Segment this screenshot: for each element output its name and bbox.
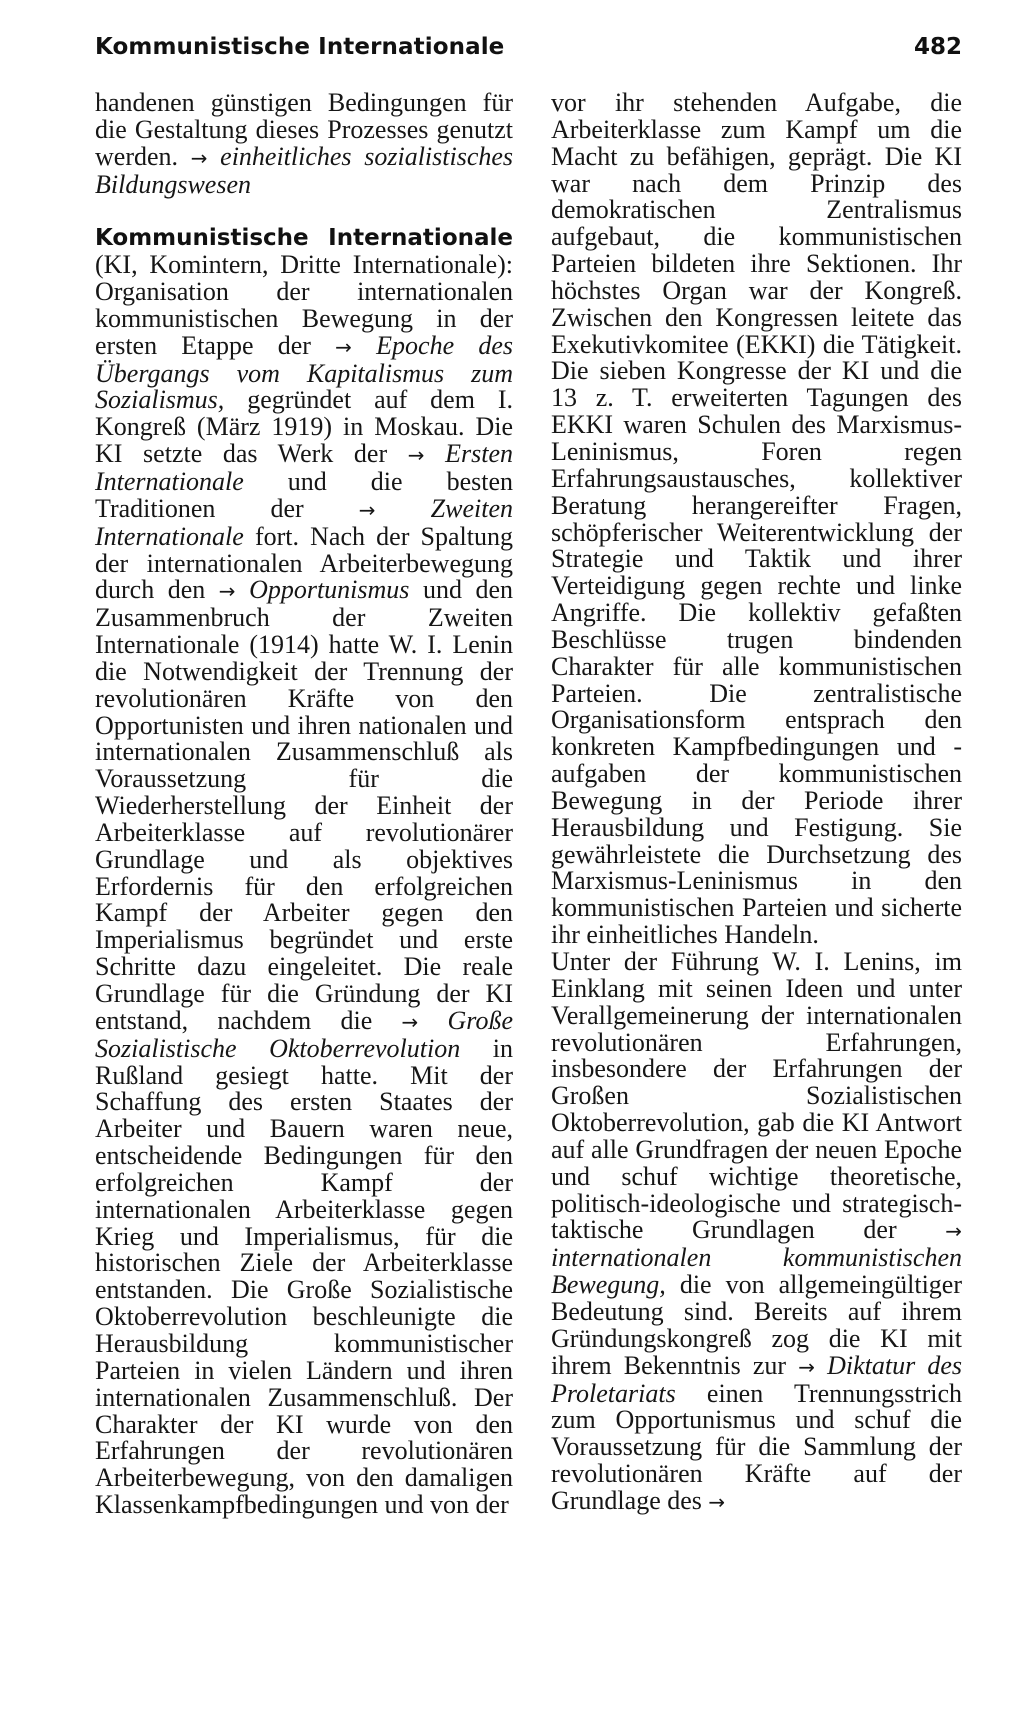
page-number: 482 <box>913 34 962 60</box>
entry-paragraph: vor ihr stehenden Aufgabe, die Arbeiterklasse zum Kampf um die Macht zu befähigen, geprägt. Die KI war nach dem Prinzip des demokratischen Zentralismus aufgebaut, die kommunistischen Parteien bildeten ihre Sektionen. Ihr höchstes Organ war der Kongreß. Zwischen den Kongressen leitete das Exekutivkomitee (EKKI) die Tätigkeit. Die sieben Kongresse der KI und die 13 z. T. erweiterten Tagungen des EKKI waren Schulen des Marxismus-Leninismus, Foren regen Erfahrungsaustausches, kollektiver Beratung herangereifter Fragen, schöpferischer Weiterentwicklung der Strategie und Taktik und ihrer Verteidigung gegen rechte und linke Angriffe. Die kollektiv gefaßten Beschlüsse trugen bindenden Charakter für alle kommunistischen Parteien. Die zentralistische Organisationsform entsprach den konkreten Kampfbedingungen und -aufgaben der kommunistischen Bewegung in der Periode ihrer Herausbildung und Festigung. Sie gewährleistete die Durchsetzung des Marxismus-Leninismus in den kommunistischen Parteien und sicherte ihr einheitliches Handeln. <box>551 88 962 950</box>
cross-reference-arrow-icon: → <box>190 145 208 170</box>
entry-headword: Kommunistische Internationale <box>95 225 513 252</box>
cross-reference: Diktatur des Proletariats <box>551 1350 962 1408</box>
cross-reference: Ersten Internationale <box>95 439 514 496</box>
running-head: Kommunistische Internationale <box>95 34 505 60</box>
continuation-paragraph <box>95 90 513 198</box>
cross-reference: internationalen kommunistischen Bewegung, <box>551 1243 962 1300</box>
entry-text: und die besten Traditionen der <box>95 466 513 523</box>
cross-reference-arrow-icon: → <box>358 497 376 522</box>
cross-reference-arrow-icon: → <box>218 579 236 604</box>
cross-reference-arrow-icon: → <box>798 1354 815 1379</box>
page-header <box>95 28 962 68</box>
cross-reference-arrow-icon: → <box>335 334 352 359</box>
entry-text: gegründet auf dem I. Kongreß (März 1919) in Moskau. Die KI setzte das Werk der <box>95 385 513 469</box>
left-column <box>95 90 513 1519</box>
cross-reference-arrow-icon: → <box>407 443 425 468</box>
entry-text: und den Zusammenbruch der Zweiten Internationale (1914) hatte W. I. Lenin die Notwendigkeit der Trennung der revolutionären Kräfte von den Opportunisten und ihren nationalen und internationalen Zusammenschluß als Voraussetzung für die Wiederherstellung der Einheit der Arbeiterklasse auf revolutionärer Grundlage und als objektives Erfordernis für den erfolgreichen Kampf der Arbeiter gegen den Imperialismus begründet und erste Schritte dazu eingeleitet. Die reale Grundlage für die Gründung der KI entstand, nachdem die <box>95 575 513 1035</box>
entry-text: in Rußland gesiegt hatte. Mit der Schaffung des ersten Staates der Arbeiter und Bauern waren neue, entscheidende Bedingungen für den erfolgreichen Kampf der internationalen Arbeiterklasse gegen Krieg und Imperialismus, für die historischen Ziele der Arbeiterklasse entstanden. Die Große Sozialistische Oktoberrevolution beschleunigte die Herausbildung kommunistischer Parteien in vielen Ländern und ihren internationalen Zusammenschluß. Der Charakter der KI wurde von den Erfahrungen der revolutionären Arbeiterbewegung, von den damaligen Klassenkampfbedingungen und von der <box>95 1033 514 1520</box>
entry-text: die von allgemeingültiger Bedeutung sind. Bereits auf ihrem Gründungskongreß zog die KI mit ihrem Bekenntnis zur <box>551 1270 962 1380</box>
entry-text: einen Trennungsstrich zum Opportunismus und schuf die Voraussetzung für die Sammlung der revolutionären Kräfte auf der Grundlage des <box>551 1378 962 1515</box>
cross-reference-arrow-icon: → <box>945 1219 962 1244</box>
entry-text: (KI, Komintern, Dritte Internationale): Organisation der internationalen kommunistischen Bewegung in der ersten Etappe der <box>95 250 513 360</box>
dictionary-entry <box>95 224 513 1519</box>
cross-reference: einheitliches sozialistisches Bildungswesen <box>95 141 514 199</box>
cross-reference: Zweiten Internationale <box>95 493 514 551</box>
cross-reference: Epoche des Übergangs vom Kapitalismus zum Sozialismus, <box>95 330 514 415</box>
cross-reference: Große Sozialistische Oktoberrevolution <box>95 1005 513 1063</box>
continuation-text: handenen günstigen Bedingungen für die Gestaltung dieses Prozesses genutzt werden. <box>95 88 513 171</box>
entry-paragraph <box>551 949 962 1516</box>
entry-text: Unter der Führung W. I. Lenins, im Einklang mit seinen Ideen und unter Verallgemeinerung der internationalen revolutionären Erfahrungen, insbesondere der Erfahrungen der Großen Sozialistischen Oktoberrevolution, gab die KI Antwort auf alle Grundfragen der neuen Epoche und schuf wichtige theoretische, politisch-ideologische und strategisch-taktische Grundlagen der <box>551 947 962 1245</box>
cross-reference: Opportunismus <box>249 575 410 605</box>
entry-text: fort. Nach der Spaltung der internationalen Arbeiterbewegung durch den <box>95 521 513 605</box>
cross-reference-arrow-icon: → <box>708 1489 726 1514</box>
right-column <box>551 90 962 1516</box>
cross-reference-arrow-icon: → <box>401 1009 419 1034</box>
